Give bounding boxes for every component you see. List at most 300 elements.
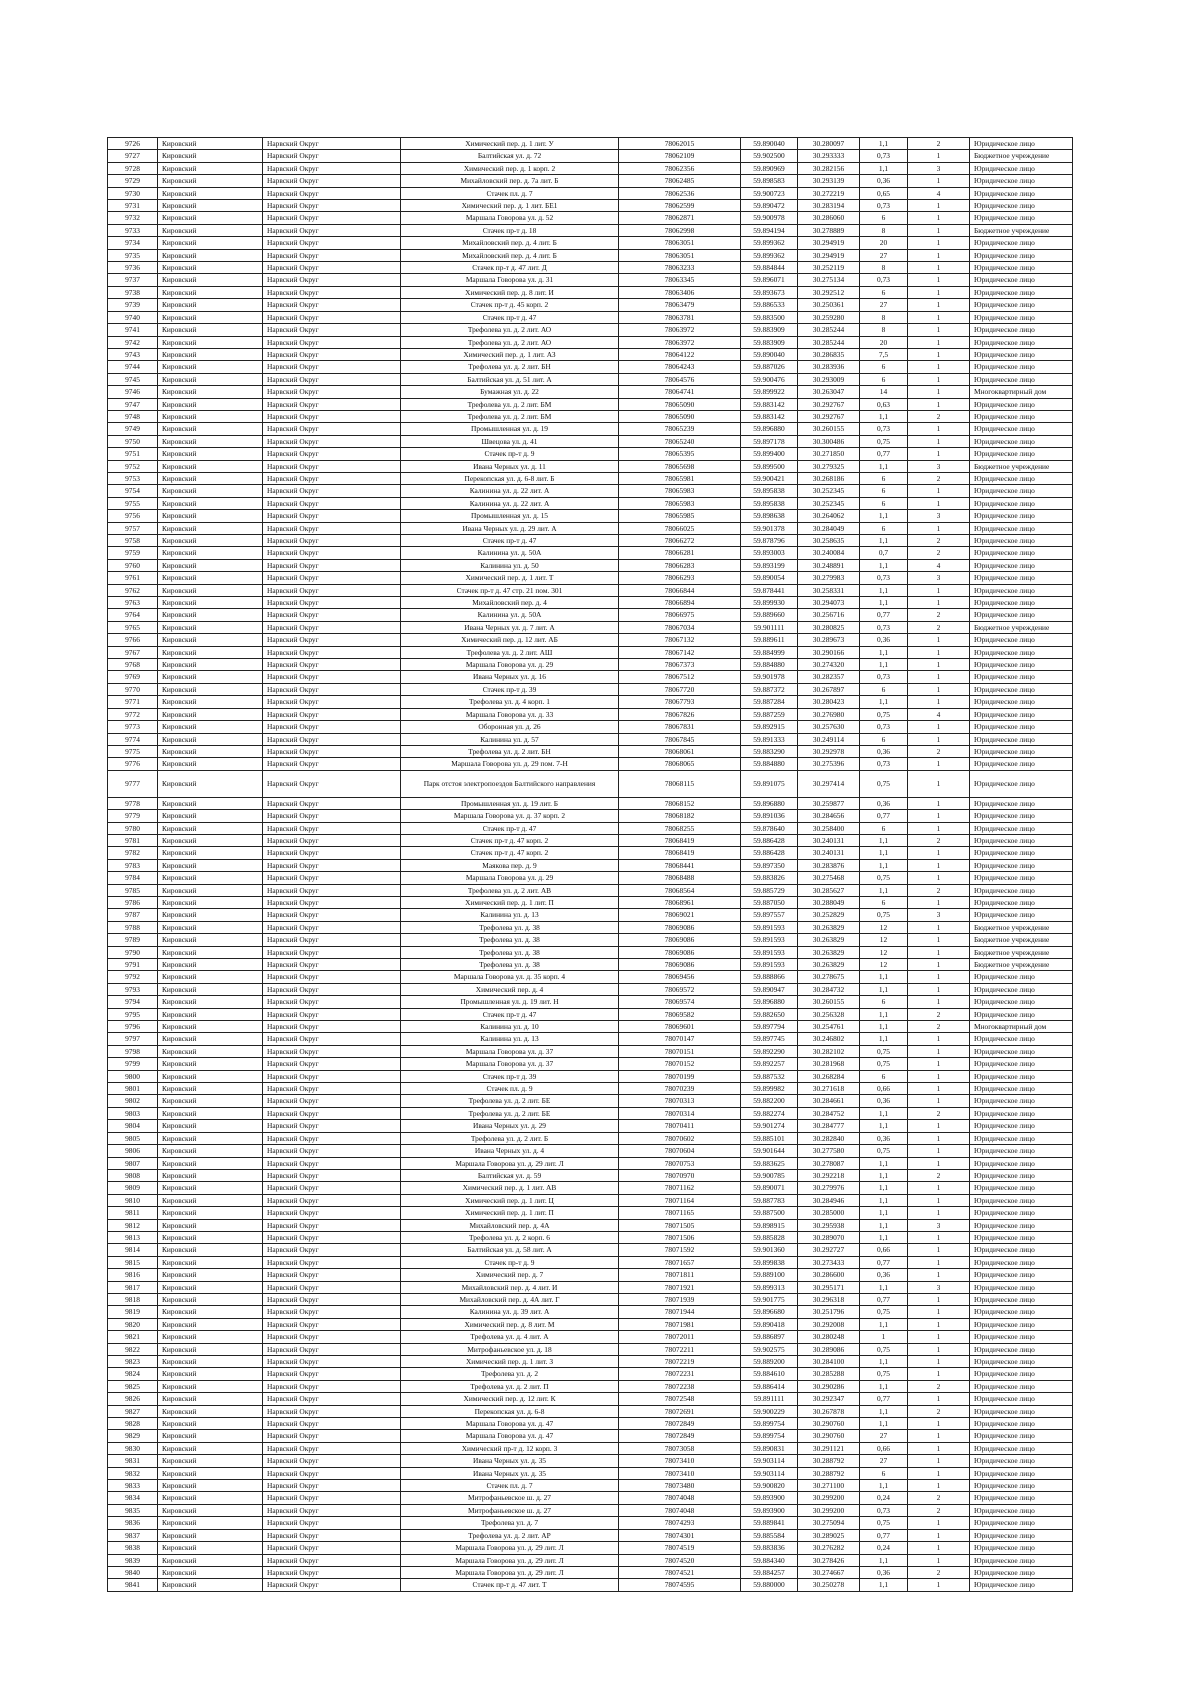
district-cell: Кировский: [158, 559, 263, 571]
municipality-cell: Нарвский Округ: [263, 584, 401, 596]
count-cell: 1: [908, 175, 970, 187]
value-cell: 1,1: [860, 410, 908, 422]
row-id-cell: 9763: [108, 597, 158, 609]
row-id-cell: 9797: [108, 1033, 158, 1045]
row-id-cell: 9758: [108, 535, 158, 547]
district-cell: Кировский: [158, 1145, 263, 1157]
municipality-cell: Нарвский Округ: [263, 386, 401, 398]
row-id-cell: 9813: [108, 1231, 158, 1243]
address-cell: Калинина ул. д. 50: [401, 559, 619, 571]
count-cell: 1: [908, 1120, 970, 1132]
district-cell: Кировский: [158, 237, 263, 249]
address-cell: Маршала Говорова ул. д. 37 корп. 2: [401, 810, 619, 822]
table-row: [108, 946, 1073, 958]
row-id-cell: 9778: [108, 797, 158, 809]
count-cell: 2: [908, 1566, 970, 1578]
value-cell: 1,1: [860, 971, 908, 983]
value-cell: 0,73: [860, 721, 908, 733]
latitude-cell: 59.892290: [741, 1045, 798, 1057]
value-cell: 0,75: [860, 872, 908, 884]
municipality-cell: Нарвский Округ: [263, 485, 401, 497]
code-cell: 78062871: [619, 212, 741, 224]
municipality-cell: Нарвский Округ: [263, 708, 401, 720]
latitude-cell: 59.878796: [741, 535, 798, 547]
value-cell: 1,1: [860, 559, 908, 571]
row-id-cell: 9769: [108, 671, 158, 683]
code-cell: 78071506: [619, 1231, 741, 1243]
type-cell: Юридическое лицо: [970, 212, 1073, 224]
row-id-cell: 9830: [108, 1442, 158, 1454]
code-cell: 78071164: [619, 1194, 741, 1206]
code-cell: 78072849: [619, 1418, 741, 1430]
type-cell: Юридическое лицо: [970, 696, 1073, 708]
district-cell: Кировский: [158, 348, 263, 360]
type-cell: Юридическое лицо: [970, 1194, 1073, 1206]
row-id-cell: 9823: [108, 1356, 158, 1368]
code-cell: 78065090: [619, 410, 741, 422]
address-cell: Михайловский пер. д. 4 лит. И: [401, 1281, 619, 1293]
count-cell: 4: [908, 559, 970, 571]
address-cell: Балтийская ул. д. 58 лит. А: [401, 1244, 619, 1256]
district-cell: Кировский: [158, 1008, 263, 1020]
longitude-cell: 30.278889: [798, 224, 860, 236]
row-id-cell: 9784: [108, 872, 158, 884]
district-cell: Кировский: [158, 386, 263, 398]
longitude-cell: 30.295171: [798, 1281, 860, 1293]
latitude-cell: 59.887500: [741, 1207, 798, 1219]
value-cell: 1,1: [860, 162, 908, 174]
latitude-cell: 59.901360: [741, 1244, 798, 1256]
municipality-cell: Нарвский Округ: [263, 597, 401, 609]
table-row: [108, 1281, 1073, 1293]
row-id-cell: 9745: [108, 373, 158, 385]
longitude-cell: 30.294919: [798, 237, 860, 249]
longitude-cell: 30.282840: [798, 1132, 860, 1144]
row-id-cell: 9821: [108, 1331, 158, 1343]
code-cell: 78062109: [619, 150, 741, 162]
table-row: [108, 822, 1073, 834]
type-cell: Юридическое лицо: [970, 175, 1073, 187]
count-cell: 1: [908, 299, 970, 311]
municipality-cell: Нарвский Округ: [263, 249, 401, 261]
longitude-cell: 30.258331: [798, 584, 860, 596]
code-cell: 78068441: [619, 859, 741, 871]
municipality-cell: Нарвский Округ: [263, 1070, 401, 1082]
row-id-cell: 9776: [108, 758, 158, 770]
table-row: [108, 909, 1073, 921]
code-cell: 78063972: [619, 336, 741, 348]
municipality-cell: Нарвский Округ: [263, 770, 401, 797]
value-cell: 0,73: [860, 758, 908, 770]
type-cell: Юридическое лицо: [970, 983, 1073, 995]
municipality-cell: Нарвский Округ: [263, 1145, 401, 1157]
longitude-cell: 30.284777: [798, 1120, 860, 1132]
longitude-cell: 30.268186: [798, 472, 860, 484]
longitude-cell: 30.271100: [798, 1480, 860, 1492]
municipality-cell: Нарвский Округ: [263, 336, 401, 348]
latitude-cell: 59.899838: [741, 1256, 798, 1268]
value-cell: 0,75: [860, 1045, 908, 1057]
latitude-cell: 59.891593: [741, 921, 798, 933]
code-cell: 78068065: [619, 758, 741, 770]
municipality-cell: Нарвский Округ: [263, 1318, 401, 1330]
row-id-cell: 9794: [108, 996, 158, 1008]
count-cell: 2: [908, 1492, 970, 1504]
type-cell: Юридическое лицо: [970, 859, 1073, 871]
type-cell: Юридическое лицо: [970, 909, 1073, 921]
longitude-cell: 30.263829: [798, 934, 860, 946]
value-cell: 1,1: [860, 1480, 908, 1492]
row-id-cell: 9814: [108, 1244, 158, 1256]
district-cell: Кировский: [158, 921, 263, 933]
type-cell: Юридическое лицо: [970, 1492, 1073, 1504]
type-cell: Многоквартирный дом: [970, 386, 1073, 398]
municipality-cell: Нарвский Округ: [263, 200, 401, 212]
count-cell: 1: [908, 398, 970, 410]
type-cell: Юридическое лицо: [970, 872, 1073, 884]
longitude-cell: 30.288792: [798, 1467, 860, 1479]
value-cell: 1,1: [860, 1554, 908, 1566]
district-cell: Кировский: [158, 138, 263, 150]
table-row: [108, 1256, 1073, 1268]
address-cell: Химический пер. д. 4: [401, 983, 619, 995]
municipality-cell: Нарвский Округ: [263, 448, 401, 460]
address-cell: Ивана Черных ул. д. 4: [401, 1145, 619, 1157]
address-cell: Маршала Говорова ул. д. 31: [401, 274, 619, 286]
row-id-cell: 9770: [108, 683, 158, 695]
table-row: [108, 1244, 1073, 1256]
district-cell: Кировский: [158, 1430, 263, 1442]
code-cell: 78070239: [619, 1083, 741, 1095]
municipality-cell: Нарвский Округ: [263, 423, 401, 435]
table-row: [108, 1380, 1073, 1392]
municipality-cell: Нарвский Округ: [263, 1542, 401, 1554]
code-cell: 78070753: [619, 1157, 741, 1169]
count-cell: 2: [908, 1504, 970, 1516]
value-cell: 20: [860, 237, 908, 249]
latitude-cell: 59.884257: [741, 1566, 798, 1578]
code-cell: 78071165: [619, 1207, 741, 1219]
count-cell: 1: [908, 1318, 970, 1330]
value-cell: 0,75: [860, 1517, 908, 1529]
count-cell: 1: [908, 934, 970, 946]
municipality-cell: Нарвский Округ: [263, 1269, 401, 1281]
value-cell: 0,77: [860, 609, 908, 621]
municipality-cell: Нарвский Округ: [263, 847, 401, 859]
code-cell: 78071981: [619, 1318, 741, 1330]
value-cell: 6: [860, 497, 908, 509]
count-cell: 1: [908, 733, 970, 745]
table-row: [108, 1504, 1073, 1516]
count-cell: 1: [908, 1467, 970, 1479]
row-id-cell: 9800: [108, 1070, 158, 1082]
district-cell: Кировский: [158, 1033, 263, 1045]
value-cell: 0,77: [860, 1293, 908, 1305]
district-cell: Кировский: [158, 983, 263, 995]
address-cell: Перекопская ул. д. 6-8: [401, 1405, 619, 1417]
row-id-cell: 9773: [108, 721, 158, 733]
municipality-cell: Нарвский Округ: [263, 621, 401, 633]
latitude-cell: 59.893900: [741, 1504, 798, 1516]
address-cell: Калинина ул. д. 10: [401, 1021, 619, 1033]
row-id-cell: 9741: [108, 324, 158, 336]
code-cell: 78067793: [619, 696, 741, 708]
municipality-cell: Нарвский Округ: [263, 547, 401, 559]
type-cell: Юридическое лицо: [970, 547, 1073, 559]
value-cell: 1,1: [860, 1579, 908, 1591]
address-cell: Трефолева ул. д. 38: [401, 921, 619, 933]
district-cell: Кировский: [158, 1318, 263, 1330]
municipality-cell: Нарвский Округ: [263, 859, 401, 871]
latitude-cell: 59.888866: [741, 971, 798, 983]
longitude-cell: 30.280248: [798, 1331, 860, 1343]
district-cell: Кировский: [158, 1219, 263, 1231]
value-cell: 6: [860, 683, 908, 695]
row-id-cell: 9824: [108, 1368, 158, 1380]
address-cell: Стачек пр-т д. 39: [401, 1070, 619, 1082]
address-cell: Промышленная ул. д. 19 лит. Н: [401, 996, 619, 1008]
address-cell: Балтийская ул. д. 59: [401, 1169, 619, 1181]
latitude-cell: 59.884340: [741, 1554, 798, 1566]
district-cell: Кировский: [158, 547, 263, 559]
latitude-cell: 59.899362: [741, 237, 798, 249]
longitude-cell: 30.284661: [798, 1095, 860, 1107]
municipality-cell: Нарвский Округ: [263, 472, 401, 484]
latitude-cell: 59.901111: [741, 621, 798, 633]
municipality-cell: Нарвский Округ: [263, 1281, 401, 1293]
table-row: [108, 708, 1073, 720]
district-cell: Кировский: [158, 909, 263, 921]
municipality-cell: Нарвский Округ: [263, 996, 401, 1008]
table-row: [108, 1120, 1073, 1132]
value-cell: 0,73: [860, 621, 908, 633]
longitude-cell: 30.278675: [798, 971, 860, 983]
value-cell: 1,1: [860, 510, 908, 522]
code-cell: 78069086: [619, 934, 741, 946]
code-cell: 78073410: [619, 1455, 741, 1467]
code-cell: 78068152: [619, 797, 741, 809]
count-cell: 1: [908, 448, 970, 460]
table-row: [108, 1356, 1073, 1368]
address-cell: Маякова пер. д. 9: [401, 859, 619, 871]
district-cell: Кировский: [158, 1504, 263, 1516]
table-row: [108, 683, 1073, 695]
latitude-cell: 59.901775: [741, 1293, 798, 1305]
code-cell: 78074301: [619, 1529, 741, 1541]
address-cell: Химический пер. д. 1 лит. З: [401, 1356, 619, 1368]
count-cell: 1: [908, 286, 970, 298]
longitude-cell: 30.286060: [798, 212, 860, 224]
address-cell: Трефолева ул. д. 38: [401, 946, 619, 958]
table-row: [108, 597, 1073, 609]
latitude-cell: 59.897794: [741, 1021, 798, 1033]
code-cell: 78065981: [619, 472, 741, 484]
row-id-cell: 9727: [108, 150, 158, 162]
table-row: [108, 1169, 1073, 1181]
code-cell: 78072219: [619, 1356, 741, 1368]
longitude-cell: 30.285000: [798, 1207, 860, 1219]
type-cell: Юридическое лицо: [970, 1145, 1073, 1157]
row-id-cell: 9809: [108, 1182, 158, 1194]
count-cell: 1: [908, 847, 970, 859]
municipality-cell: Нарвский Округ: [263, 559, 401, 571]
address-cell: Химический пер. д. 1 лит. АЗ: [401, 348, 619, 360]
type-cell: Многоквартирный дом: [970, 1021, 1073, 1033]
table-row: [108, 138, 1073, 150]
address-cell: Стачек пл. д. 7: [401, 1480, 619, 1492]
value-cell: 1,1: [860, 659, 908, 671]
count-cell: 1: [908, 1207, 970, 1219]
value-cell: 6: [860, 733, 908, 745]
row-id-cell: 9786: [108, 896, 158, 908]
address-cell: Стачек пл. д. 7: [401, 187, 619, 199]
row-id-cell: 9819: [108, 1306, 158, 1318]
table-row: [108, 175, 1073, 187]
municipality-cell: Нарвский Округ: [263, 1058, 401, 1070]
value-cell: 0,36: [860, 1269, 908, 1281]
type-cell: Юридическое лицо: [970, 1442, 1073, 1454]
address-cell: Калинина ул. д. 50А: [401, 609, 619, 621]
type-cell: Юридическое лицо: [970, 1529, 1073, 1541]
table-row: [108, 1157, 1073, 1169]
municipality-cell: Нарвский Округ: [263, 1194, 401, 1206]
district-cell: Кировский: [158, 200, 263, 212]
longitude-cell: 30.292767: [798, 410, 860, 422]
code-cell: 78068419: [619, 834, 741, 846]
longitude-cell: 30.284732: [798, 983, 860, 995]
value-cell: 1,1: [860, 535, 908, 547]
value-cell: 1,1: [860, 1182, 908, 1194]
municipality-cell: Нарвский Округ: [263, 884, 401, 896]
municipality-cell: Нарвский Округ: [263, 946, 401, 958]
type-cell: Юридическое лицо: [970, 1331, 1073, 1343]
longitude-cell: 30.240084: [798, 547, 860, 559]
longitude-cell: 30.267878: [798, 1405, 860, 1417]
table-row: [108, 348, 1073, 360]
table-row: [108, 934, 1073, 946]
code-cell: 78062356: [619, 162, 741, 174]
count-cell: 1: [908, 1356, 970, 1368]
value-cell: 27: [860, 1430, 908, 1442]
table-row: [108, 1293, 1073, 1305]
row-id-cell: 9772: [108, 708, 158, 720]
code-cell: 78072011: [619, 1331, 741, 1343]
type-cell: Юридическое лицо: [970, 410, 1073, 422]
type-cell: Юридическое лицо: [970, 1455, 1073, 1467]
code-cell: 78067034: [619, 621, 741, 633]
district-cell: Кировский: [158, 1095, 263, 1107]
address-cell: Балтийская ул. д. 51 лит. А: [401, 373, 619, 385]
address-cell: Трефолева ул. д. 38: [401, 934, 619, 946]
value-cell: 8: [860, 311, 908, 323]
address-cell: Ивана Черных ул. д. 29 лит. А: [401, 522, 619, 534]
table-row: [108, 249, 1073, 261]
district-cell: Кировский: [158, 1244, 263, 1256]
row-id-cell: 9803: [108, 1107, 158, 1119]
district-cell: Кировский: [158, 572, 263, 584]
district-cell: Кировский: [158, 971, 263, 983]
longitude-cell: 30.256328: [798, 1008, 860, 1020]
district-cell: Кировский: [158, 212, 263, 224]
type-cell: Юридическое лицо: [970, 1244, 1073, 1256]
value-cell: 0,75: [860, 909, 908, 921]
address-cell: Химический пер. д. 1 лит. АВ: [401, 1182, 619, 1194]
code-cell: 78067831: [619, 721, 741, 733]
count-cell: 2: [908, 884, 970, 896]
code-cell: 78072548: [619, 1393, 741, 1405]
code-cell: 78067373: [619, 659, 741, 671]
table-row: [108, 834, 1073, 846]
type-cell: Юридическое лицо: [970, 1430, 1073, 1442]
table-row: [108, 1269, 1073, 1281]
address-cell: Трефолева ул. д. 4 лит. А: [401, 1331, 619, 1343]
type-cell: Юридическое лицо: [970, 200, 1073, 212]
longitude-cell: 30.281968: [798, 1058, 860, 1070]
type-cell: Юридическое лицо: [970, 609, 1073, 621]
district-cell: Кировский: [158, 249, 263, 261]
row-id-cell: 9746: [108, 386, 158, 398]
address-cell: Маршала Говорова ул. д. 29 лит. Л: [401, 1542, 619, 1554]
latitude-cell: 59.901644: [741, 1145, 798, 1157]
value-cell: 8: [860, 224, 908, 236]
address-cell: Маршала Говорова ул. д. 47: [401, 1430, 619, 1442]
code-cell: 78066272: [619, 535, 741, 547]
count-cell: 1: [908, 1145, 970, 1157]
longitude-cell: 30.267897: [798, 683, 860, 695]
type-cell: Юридическое лицо: [970, 1045, 1073, 1057]
type-cell: Юридическое лицо: [970, 1231, 1073, 1243]
municipality-cell: Нарвский Округ: [263, 797, 401, 809]
latitude-cell: 59.887259: [741, 708, 798, 720]
municipality-cell: Нарвский Округ: [263, 1356, 401, 1368]
value-cell: 0,75: [860, 1145, 908, 1157]
row-id-cell: 9735: [108, 249, 158, 261]
longitude-cell: 30.263829: [798, 959, 860, 971]
count-cell: 1: [908, 1393, 970, 1405]
latitude-cell: 59.884610: [741, 1368, 798, 1380]
latitude-cell: 59.898638: [741, 510, 798, 522]
table-row: [108, 460, 1073, 472]
code-cell: 78070604: [619, 1145, 741, 1157]
type-cell: Бюджетное учреждение: [970, 921, 1073, 933]
address-cell: Парк отстоя электропоездов Балтийского направления: [401, 770, 619, 797]
district-cell: Кировский: [158, 1083, 263, 1095]
latitude-cell: 59.885729: [741, 884, 798, 896]
municipality-cell: Нарвский Округ: [263, 646, 401, 658]
address-cell: Промышленная ул. д. 15: [401, 510, 619, 522]
longitude-cell: 30.288792: [798, 1455, 860, 1467]
value-cell: 1,1: [860, 1418, 908, 1430]
district-cell: Кировский: [158, 373, 263, 385]
district-cell: Кировский: [158, 1058, 263, 1070]
code-cell: 78074520: [619, 1554, 741, 1566]
address-cell: Трефолева ул. д. 2 лит. АВ: [401, 884, 619, 896]
row-id-cell: 9759: [108, 547, 158, 559]
row-id-cell: 9734: [108, 237, 158, 249]
type-cell: Юридическое лицо: [970, 1120, 1073, 1132]
code-cell: 78063345: [619, 274, 741, 286]
row-id-cell: 9793: [108, 983, 158, 995]
type-cell: Юридическое лицо: [970, 1318, 1073, 1330]
value-cell: 1: [860, 1331, 908, 1343]
row-id-cell: 9836: [108, 1517, 158, 1529]
address-cell: Стачек пр-т д. 45 корп. 2: [401, 299, 619, 311]
table-row: [108, 770, 1073, 797]
longitude-cell: 30.276980: [798, 708, 860, 720]
code-cell: 78062015: [619, 138, 741, 150]
table-row: [108, 423, 1073, 435]
type-cell: Юридическое лицо: [970, 138, 1073, 150]
